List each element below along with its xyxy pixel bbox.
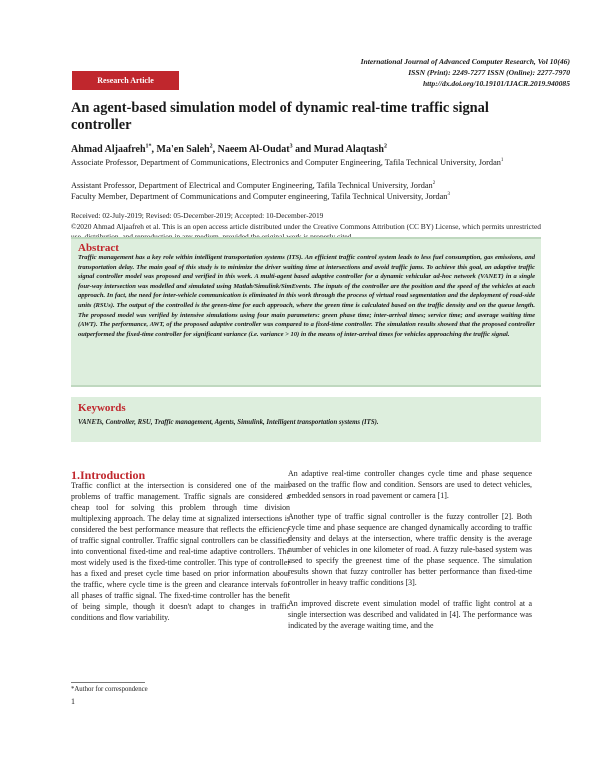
- abstract-top-rule: [71, 237, 541, 239]
- author-name: Ahmad Aljaafreh: [71, 144, 146, 155]
- affiliation: [71, 191, 541, 202]
- journal-name: International Journal of Advanced Computer Research, Vol 10(46): [360, 57, 570, 66]
- intro-paragraph: Traffic conflict at the intersection is considered one of the main problems of traffic management. Traffic signals are considered a cheap tool for solving this problem through time division multiplexing approach. The delay time at signalized intersections is considered the best performance measure that reflects the efficiency of traffic signal controller. Traffic signal controllers can be classified into conventional fixed-time and real-time adaptive controllers. The most widely used is the fixed-time controller. This type of controller has a fixed and preset cycle time based on prior information about the traffic, where cycle time is the green and clearance intervals for all phases of traffic signal. The fixed-time controller has the benefit of being simple, though it doesn't adapt to changes in traffic conditions and flow variability.: [71, 481, 290, 622]
- author-sup: 3: [289, 143, 293, 150]
- keywords-text: VANETs, Controller, RSU, Traffic management, Agents, Simulink, Intelligent transportation systems (ITS).: [78, 419, 379, 426]
- author-name: Murad Alaqtash: [313, 144, 384, 155]
- author-sup: 1*: [145, 143, 152, 150]
- footnote: *Author for correspondence: [71, 686, 148, 693]
- affiliation: [71, 180, 541, 191]
- author-list: Ahmad Aljaafreh$^{1*}$, Ma'en Saleh$^2$, Naeem Al-Oudat$^3$ and Murad Alaqtash$^2$: [71, 143, 387, 155]
- journal-issn: ISSN (Print): 2249-7277 ISSN (Online): 2277-7970: [408, 68, 570, 77]
- affiliation-sup: 1: [500, 158, 504, 164]
- column-left: [71, 480, 290, 623]
- intro-paragraph: An improved discrete event simulation model of traffic light control at a single intersection was described and validated in [4]. The performance was indicated by the average waiting time, and the: [288, 599, 532, 630]
- intro-paragraph: An adaptive real-time controller changes cycle time and phase sequence based on the traffic flow and condition. Sensors are used to detect vehicles, embedded sensors in road pavement or camera [1].: [288, 469, 532, 500]
- abstract-heading: Abstract: [78, 242, 119, 254]
- author-sup: 2: [383, 143, 387, 150]
- page-number: 1: [71, 697, 75, 706]
- journal-doi: http://dx.doi.org/10.19101/IJACR.2019.940085: [422, 79, 570, 88]
- keywords-heading: Keywords: [78, 402, 126, 414]
- affiliation-sup: 3: [447, 192, 450, 198]
- affiliation-sup: 2: [432, 181, 436, 187]
- affiliation-text: Assistant Professor, Department of Electrical and Computer Engineering, Tafila Technical University, Jordan: [71, 181, 433, 190]
- article-dates: Received: 02-July-2019; Revised: 05-December-2019; Accepted: 10-December-2019: [71, 211, 324, 220]
- abstract-bottom-rule: [71, 385, 541, 387]
- author-name: Ma'en Saleh: [156, 144, 210, 155]
- author-name: Naeem Al-Oudat: [217, 144, 290, 155]
- column-right: [288, 468, 532, 641]
- affiliation-text: Faculty Member, Department of Communications and Computer engineering, Tafila Technical University, Jordan: [71, 192, 448, 201]
- author-sup: 2: [209, 143, 213, 150]
- article-type-badge: Research Article: [72, 71, 179, 90]
- affiliation: [71, 157, 541, 168]
- affiliation-text: Associate Professor, Department of Communications, Electronics and Computer Engineering, Tafila Technical University, Jordan: [71, 158, 501, 167]
- footnote-rule: [71, 682, 145, 683]
- introduction-heading: 1.Introduction: [71, 468, 146, 482]
- journal-header: [210, 56, 570, 89]
- license-text: ©2020 Ahmad Aljaafreh et al. This is an open access article distributed under the Creative Commons Attribution (CC BY) License, which permits unrestricted: [71, 222, 541, 231]
- abstract-text: Traffic management has a key role within intelligent transportation systems (ITS). An efficient traffic control system leads to less fuel consumption, gas emissions, and transportation delay. The main goal of this study is to minimize the driver waiting time at intersections and avoid traffic jams. To achieve this goal, an adaptive traffic signal controller model was proposed and verified in this work. A multi-agent based adaptive controller for a dynamic vehicular ad-hoc network (VANET) in a single four-way intersection was modelled and simulated using Matlab/Simulink/SimEvents. The inputs of the controller are the position and the speed of the vehicles at each approach. In fact, the need for inter-vehicle communication is eliminated in this work through the process of virtual road segmentation and the deployment of road-side units (RSUs). The output of the controlled is the green-time for each approach, where the green time is calculated based on the traffic density and on the queue length. The proposed model was verified by intensive simulations using four main parameters: green phase time; inter-arrival times; service time; and average waiting time (AWT). The performance, AWT, of the proposed adaptive controller was compared to a fixed-time controller. The simulation results showed that the proposed controller outperformed the fixed-time controller for significant variance (i.e. variance > 10) in the means of inter-arrival times for vehicles approaching the traffic signal.: [78, 254, 535, 338]
- intro-paragraph: Another type of traffic signal controller is the fuzzy controller [2]. Both cycle time and phase sequence are changed dynamically according to traffic density and delays at the intersection, where traffic density is the average number of vehicles in one kilometer of road. A fuzzy rule-based system was used to specify the greenest time of the phase sequence. The simulation results shown that fuzzy controller has better performance than fixed-time controller in heavy traffic conditions [3].: [288, 512, 532, 587]
- paper-title: An agent-based simulation model of dynamic real-time traffic signal controller: [71, 100, 489, 133]
